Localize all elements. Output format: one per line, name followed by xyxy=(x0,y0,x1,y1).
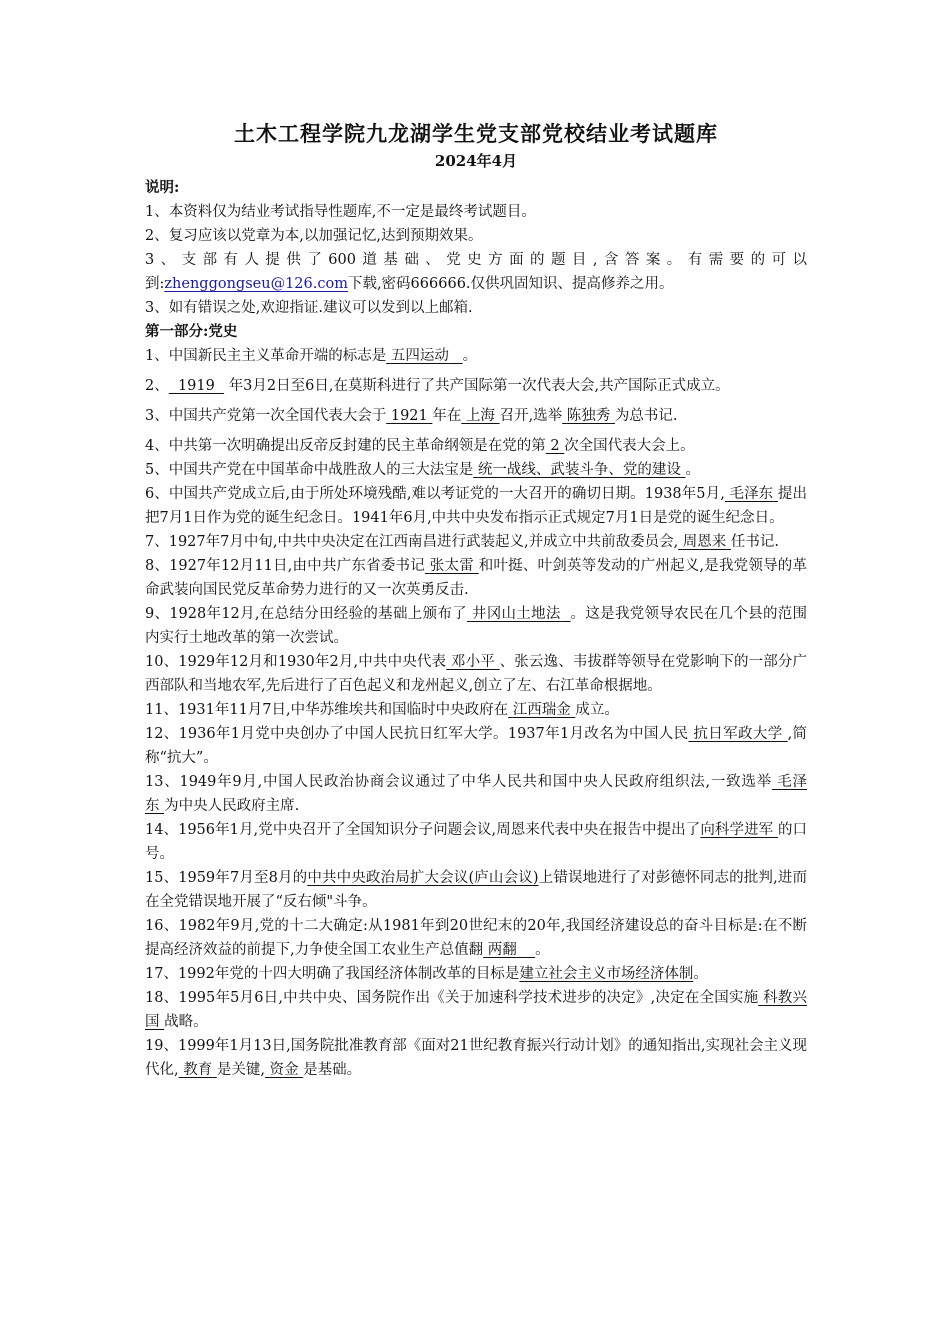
email-link[interactable]: zhenggongseu@126.com xyxy=(164,276,348,292)
answer-blank: 张太雷 xyxy=(429,558,474,574)
answer-blank: 两翻 xyxy=(487,942,517,958)
document-date: 2024年4月 xyxy=(434,152,518,170)
answer-blank: 建立社会主义市场经济体制 xyxy=(519,966,694,982)
answer-blank: 抗日军政大学 xyxy=(693,726,783,742)
answer-blank: 资金 xyxy=(269,1062,299,1078)
answer-blank: 毛泽东 xyxy=(145,774,808,814)
question-16: 16、1982年9月,党的十二大确定:从1981年到20世纪末的20年,我国经济建设总的奋斗目标是:在不断提高经济效益的前提下,力争使全国工农业生产总值翻 两翻 。 xyxy=(145,918,807,958)
answer-blank: 井冈山土地法 xyxy=(471,606,561,622)
question-5: 5、中国共产党在中国革命中战胜敌人的三大法宝是 统一战线、武装斗争、党的建设 。 xyxy=(145,462,700,478)
answer-blank: 中共中央政治局扩大会议(庐山会议) xyxy=(307,870,539,886)
answer-blank: 统一战线、武装斗争、党的建设 xyxy=(477,462,681,478)
note-3: 3、支部有人提供了600道基础、党史方面的题目,含答案。有需要的可以到:zhenggongseu@126.com下载,密码666666.仅供巩固知识、提高修养之用。 xyxy=(145,252,807,292)
answer-blank: 2 xyxy=(550,438,560,454)
question-2: 2、 1919 年3月2日至6日,在莫斯科进行了共产国际第一次代表大会,共产国际正式成立。 xyxy=(145,378,730,394)
question-8: 8、1927年12月11日,由中共广东省委书记 张太雷 和叶挺、叶剑英等发动的广州起义,是我党领导的革命武装向国民党反革命势力进行的又一次英勇反击. xyxy=(145,558,808,598)
answer-blank: 1919 xyxy=(177,378,215,394)
note-1: 1、本资料仅为结业考试指导性题库,不一定是最终考试题目。 xyxy=(145,204,536,220)
document-page xyxy=(145,118,807,1082)
question-19: 19、1999年1月13日,国务院批准教育部《面对21世纪教育振兴行动计划》的通知指出,实现社会主义现代化, 教育 是关键, 资金 是基础。 xyxy=(145,1038,807,1078)
answer-blank: 邓小平 xyxy=(450,654,495,670)
question-3: 3、中国共产党第一次全国代表大会于 1921 年在 上海 召开,选举 陈独秀 为总书记. xyxy=(145,408,678,424)
answer-blank: 陈独秀 xyxy=(566,408,611,424)
question-10: 10、1929年12月和1930年2月,中共中央代表 邓小平 、张云逸、韦拔群等领导在党影响下的一部分广西部队和当地农军,先后进行了百色起义和龙州起义,创立了左、右江革命根据地。 xyxy=(145,654,808,694)
question-11: 11、1931年11月7日,中华苏维埃共和国临时中央政府在 江西瑞金 成立。 xyxy=(145,702,619,718)
answer-blank: 科教兴国 xyxy=(145,990,808,1030)
question-15: 15、1959年7月至8月的中共中央政治局扩大会议(庐山会议)上错误地进行了对彭德怀同志的批判,进而在全党错误地开展了“反右倾"斗争。 xyxy=(145,870,807,910)
note-4: 3、如有错误之处,欢迎指证.建议可以发到以上邮箱. xyxy=(145,300,473,316)
answer-blank: 毛泽东 xyxy=(729,486,774,502)
question-9: 9、1928年12月,在总结分田经验的基础上颁布了 井冈山土地法 。这是我党领导农民在几个县的范围内实行土地改革的第一次尝试。 xyxy=(145,606,808,646)
answer-blank: 1921 xyxy=(390,408,428,424)
question-6: 6、中国共产党成立后,由于所处环境残酷,难以考证党的一大召开的确切日期。1938年5月, 毛泽东 提出把7月1日作为党的诞生纪念日。1941年6月,中共中央发布指示正式规定7月1日是党的诞生纪念日。 xyxy=(145,486,807,526)
question-1: 1、中国新民主主义革命开端的标志是 五四运动 。 xyxy=(145,348,478,364)
note-2: 2、复习应该以党章为本,以加强记忆,达到预期效果。 xyxy=(145,228,483,244)
part-heading: 第一部分:党史 xyxy=(145,323,238,340)
question-12: 12、1936年1月党中央创办了中国人民抗日红军大学。1937年1月改名为中国人民 抗日军政大学 ,简称“抗大”。 xyxy=(145,726,808,766)
question-14: 14、1956年1月,党中央召开了全国知识分子问题会议,周恩来代表中央在报告中提出了向科学进军 的口号。 xyxy=(145,822,808,862)
question-4: 4、中共第一次明确提出反帝反封建的民主革命纲领是在党的第 2 次全国代表大会上。 xyxy=(145,438,695,454)
question-18: 18、1995年5月6日,中共中央、国务院作出《关于加速科学技术进步的决定》,决定在全国实施 科教兴国 战略。 xyxy=(145,990,808,1030)
answer-blank: 上海 xyxy=(465,408,495,424)
answer-blank: 五四运动 xyxy=(390,348,449,364)
question-17: 17、1992年党的十四大明确了我国经济体制改革的目标是建立社会主义市场经济体制。 xyxy=(145,966,708,982)
answer-blank: 周恩来 xyxy=(682,534,727,550)
answer-blank: 江西瑞金 xyxy=(512,702,571,718)
answer-blank: 向科学进军 xyxy=(700,822,774,838)
question-7: 7、1927年7月中旬,中共中央决定在江西南昌进行武装起义,并成立中共前敌委员会, 周恩来 任书记. xyxy=(145,534,780,550)
notes-heading: 说明: xyxy=(145,179,180,196)
question-13: 13、1949年9月,中国人民政治协商会议通过了中华人民共和国中央人民政府组织法,一致选举 毛泽东 为中央人民政府主席. xyxy=(145,774,808,814)
document-title: 土木工程学院九龙湖学生党支部党校结业考试题库 xyxy=(234,121,718,146)
answer-blank: 教育 xyxy=(183,1062,213,1078)
